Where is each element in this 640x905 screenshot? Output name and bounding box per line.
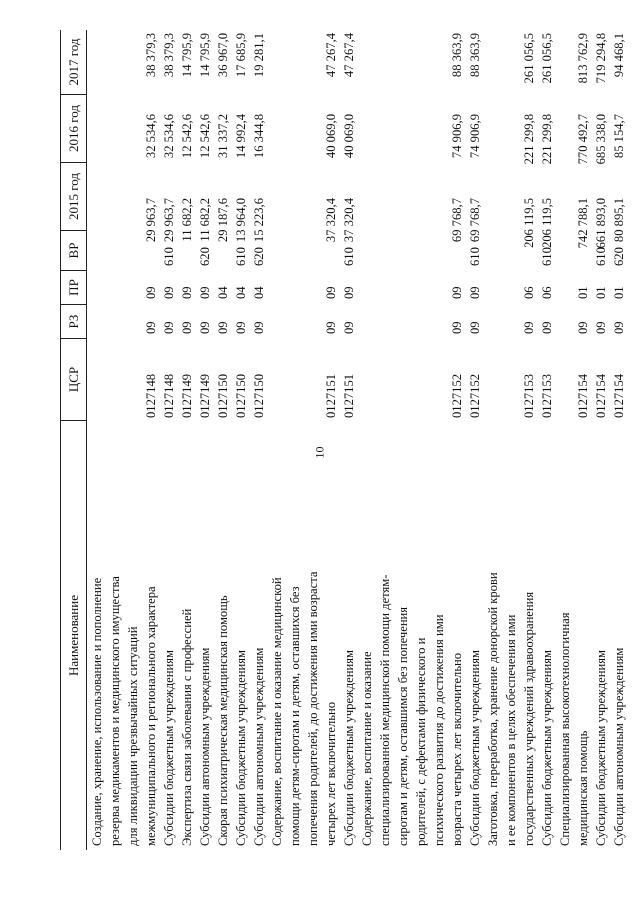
table-header (60, 30, 87, 850)
row-2017: 719 294,8 (594, 33, 608, 84)
row-vr: 610 (468, 247, 482, 266)
row-pr: 09 (198, 286, 212, 299)
row-name: Субсидии автономным учреждениям (612, 647, 626, 846)
row-name: возраста четырех лет включительно (450, 652, 464, 846)
table-row (214, 30, 232, 850)
table-row (178, 30, 196, 850)
row-2015: 29 963,7 (144, 198, 158, 243)
row-2016: 31 337,2 (216, 114, 230, 159)
row-2015: 206 119,5 (522, 198, 536, 248)
row-pr: 04 (252, 286, 266, 299)
row-2016: 74 906,9 (450, 114, 464, 159)
row-2016: 12 542,6 (198, 114, 212, 159)
row-name: Субсидии бюджетным учреждениям (162, 650, 176, 846)
row-name: Содержание, воспитание и оказание медицинской (270, 577, 284, 846)
row-2016: 221 299,8 (522, 114, 536, 165)
row-2017: 47 267,4 (324, 33, 338, 78)
row-csr: 0127154 (576, 373, 590, 418)
row-pr: 04 (234, 286, 248, 299)
row-2016: 74 906,9 (468, 114, 482, 159)
table-row (142, 30, 160, 850)
table-row (304, 30, 322, 850)
row-2016: 221 299,8 (540, 114, 554, 165)
row-pr: 06 (522, 286, 536, 299)
row-name: Скорая психиатрическая медицинская помощь (216, 595, 230, 846)
row-name: Экспертиза связи заболевания с профессией (180, 608, 194, 846)
row-name: государственных учреждений здравоохранения (522, 591, 536, 846)
row-2016: 685 338,0 (594, 114, 608, 165)
row-name: медицинская помощь (576, 730, 590, 846)
row-name: психического развития до достижения ими (432, 614, 446, 846)
table-row (106, 30, 124, 850)
row-2015: 742 788,1 (576, 198, 590, 249)
row-name: помощи детям-сиротам и детям, оставшихся без (288, 586, 302, 846)
table-row (574, 30, 592, 850)
row-csr: 0127153 (540, 373, 554, 418)
row-csr: 0127150 (252, 373, 266, 418)
row-name: межмуниципального и регионального характера (144, 586, 158, 846)
row-name: сиротам и детям, оставшимся без попечения (396, 606, 410, 846)
row-csr: 0127153 (522, 373, 536, 418)
table-row (430, 30, 448, 850)
row-csr: 0127154 (594, 373, 608, 418)
row-2017: 14 795,9 (180, 33, 194, 78)
row-name: четырех лет включительно (324, 701, 338, 846)
row-2016: 32 534,6 (162, 114, 176, 159)
row-name: для ликвидации чрезвычайных ситуаций (126, 626, 140, 846)
row-rz: 09 (576, 321, 590, 334)
row-pr: 09 (144, 286, 158, 299)
header-2015: 2015 год (61, 162, 86, 230)
row-rz: 09 (162, 321, 176, 334)
table-row (448, 30, 466, 850)
table-row (520, 30, 538, 850)
row-csr: 0127148 (162, 373, 176, 418)
row-vr: 610 (234, 247, 248, 266)
table-row (484, 30, 502, 850)
row-rz: 09 (144, 321, 158, 334)
row-name: специализированной медицинской помощи детям- (378, 574, 392, 846)
row-vr: 620 (252, 247, 266, 266)
row-2017: 38 379,3 (162, 33, 176, 78)
table-row (376, 30, 394, 850)
row-2017: 14 795,9 (198, 33, 212, 78)
row-2017: 19 281,1 (252, 33, 266, 78)
row-2015: 37 320,4 (342, 198, 356, 243)
row-csr: 0127152 (468, 373, 482, 418)
table-row (340, 30, 358, 850)
table-row (466, 30, 484, 850)
row-rz: 09 (216, 321, 230, 334)
row-rz: 09 (612, 321, 626, 334)
row-name: родителей, с дефектами физического и (414, 637, 428, 846)
row-pr: 09 (324, 286, 338, 299)
row-csr: 0127151 (324, 373, 338, 418)
row-name: Субсидии бюджетным учреждениям (540, 650, 554, 846)
row-2017: 261 056,5 (540, 33, 554, 84)
table-row (592, 30, 610, 850)
row-2017: 36 967,0 (216, 33, 230, 78)
row-name: Субсидии бюджетным учреждениям (342, 650, 356, 846)
row-2015: 11 682,2 (198, 198, 212, 242)
row-2016: 85 154,7 (612, 114, 626, 159)
row-2015: 80 895,1 (612, 198, 626, 243)
table-row (610, 30, 628, 850)
table-row (412, 30, 430, 850)
row-rz: 09 (342, 321, 356, 334)
row-rz: 09 (450, 321, 464, 334)
table-row (268, 30, 286, 850)
row-2017: 261 056,5 (522, 33, 536, 84)
row-name: Содержание, воспитание и оказание (360, 651, 374, 846)
page-number: 10 (312, 446, 327, 458)
table-row (538, 30, 556, 850)
row-vr: 610 (540, 247, 554, 266)
row-2015: 29 963,7 (162, 198, 176, 243)
row-csr: 0127149 (198, 373, 212, 418)
row-2016: 770 492,7 (576, 114, 590, 165)
row-name: Заготовка, переработка, хранение донорской крови (486, 572, 500, 846)
row-name: Субсидии бюджетным учреждениям (234, 650, 248, 846)
table-row (124, 30, 142, 850)
header-pr: ПР (61, 270, 86, 304)
row-name: попечения родителей, до достижения ими возраста (306, 571, 320, 846)
row-rz: 09 (198, 321, 212, 334)
row-csr: 0127150 (216, 373, 230, 418)
row-2017: 17 685,9 (234, 33, 248, 78)
row-csr: 0127148 (144, 373, 158, 418)
row-2015: 29 187,6 (216, 198, 230, 243)
row-2017: 88 363,9 (468, 33, 482, 78)
table-row (196, 30, 214, 850)
row-pr: 09 (342, 286, 356, 299)
row-name: Субсидии автономным учреждениям (198, 647, 212, 846)
table-row (250, 30, 268, 850)
rotated-page (60, 30, 630, 850)
row-pr: 01 (576, 286, 590, 299)
table-row (358, 30, 376, 850)
row-2016: 14 992,4 (234, 114, 248, 159)
header-2017: 2017 год (66, 38, 81, 86)
row-name: Создание, хранение, использование и пополнение (90, 577, 104, 846)
row-2015: 37 320,4 (324, 198, 338, 243)
row-name: Субсидии бюджетным учреждениям (594, 650, 608, 846)
table-row (286, 30, 304, 850)
table-row (88, 30, 106, 850)
row-rz: 09 (540, 321, 554, 334)
table-row (556, 30, 574, 850)
header-vr: ВР (61, 230, 86, 270)
row-csr: 0127149 (180, 373, 194, 418)
row-csr: 0127152 (450, 373, 464, 418)
header-name: Наименование (61, 420, 86, 850)
row-rz: 09 (468, 321, 482, 334)
row-2017: 38 379,3 (144, 33, 158, 78)
row-vr: 610 (342, 247, 356, 266)
row-pr: 09 (450, 286, 464, 299)
row-rz: 09 (522, 321, 536, 334)
row-rz: 09 (324, 321, 338, 334)
row-pr: 04 (216, 286, 230, 299)
row-name: резерва медикаментов и медицинского имущества (108, 576, 122, 846)
row-vr: 620 (198, 247, 212, 266)
row-rz: 09 (252, 321, 266, 334)
row-vr: 610 (594, 247, 608, 266)
header-csr: ЦСР (61, 338, 86, 420)
row-2015: 69 768,7 (450, 198, 464, 243)
row-name: Специализированная высокотехнологичная (558, 612, 572, 846)
row-csr: 0127150 (234, 373, 248, 418)
row-2016: 40 069,0 (342, 114, 356, 159)
row-2015: 11 682,2 (180, 198, 194, 242)
table-row (232, 30, 250, 850)
row-2017: 47 267,4 (342, 33, 356, 78)
row-rz: 09 (594, 321, 608, 334)
budget-table (60, 30, 630, 850)
row-2015: 15 223,6 (252, 198, 266, 243)
row-pr: 06 (540, 286, 554, 299)
header-rz: РЗ (61, 304, 86, 338)
row-2016: 16 344,8 (252, 114, 266, 159)
row-2015: 206 119,5 (540, 198, 554, 248)
row-2017: 813 762,9 (576, 33, 590, 84)
row-2015: 69 768,7 (468, 198, 482, 243)
row-name: Субсидии бюджетным учреждениям (468, 650, 482, 846)
header-2016: 2016 год (61, 94, 86, 162)
row-2017: 88 363,9 (450, 33, 464, 78)
table-row (160, 30, 178, 850)
row-pr: 09 (468, 286, 482, 299)
table-row (394, 30, 412, 850)
row-2016: 32 534,6 (144, 114, 158, 159)
row-vr: 620 (612, 247, 626, 266)
row-2016: 40 069,0 (324, 114, 338, 159)
table-row (502, 30, 520, 850)
row-2015: 13 964,0 (234, 198, 248, 243)
row-2017: 94 468,1 (612, 33, 626, 78)
row-name: Субсидии автономным учреждениям (252, 647, 266, 846)
row-rz: 09 (180, 321, 194, 334)
table-body (88, 30, 628, 850)
row-2015: 661 893,0 (594, 198, 608, 249)
row-2016: 12 542,6 (180, 114, 194, 159)
row-pr: 01 (612, 286, 626, 299)
row-pr: 09 (180, 286, 194, 299)
row-vr: 610 (162, 247, 176, 266)
row-csr: 0127154 (612, 373, 626, 418)
row-rz: 09 (234, 321, 248, 334)
row-pr: 01 (594, 286, 608, 299)
table-row (322, 30, 340, 850)
row-csr: 0127151 (342, 373, 356, 418)
row-pr: 09 (162, 286, 176, 299)
row-name: и ее компонентов в целях обеспечения ими (504, 614, 518, 846)
